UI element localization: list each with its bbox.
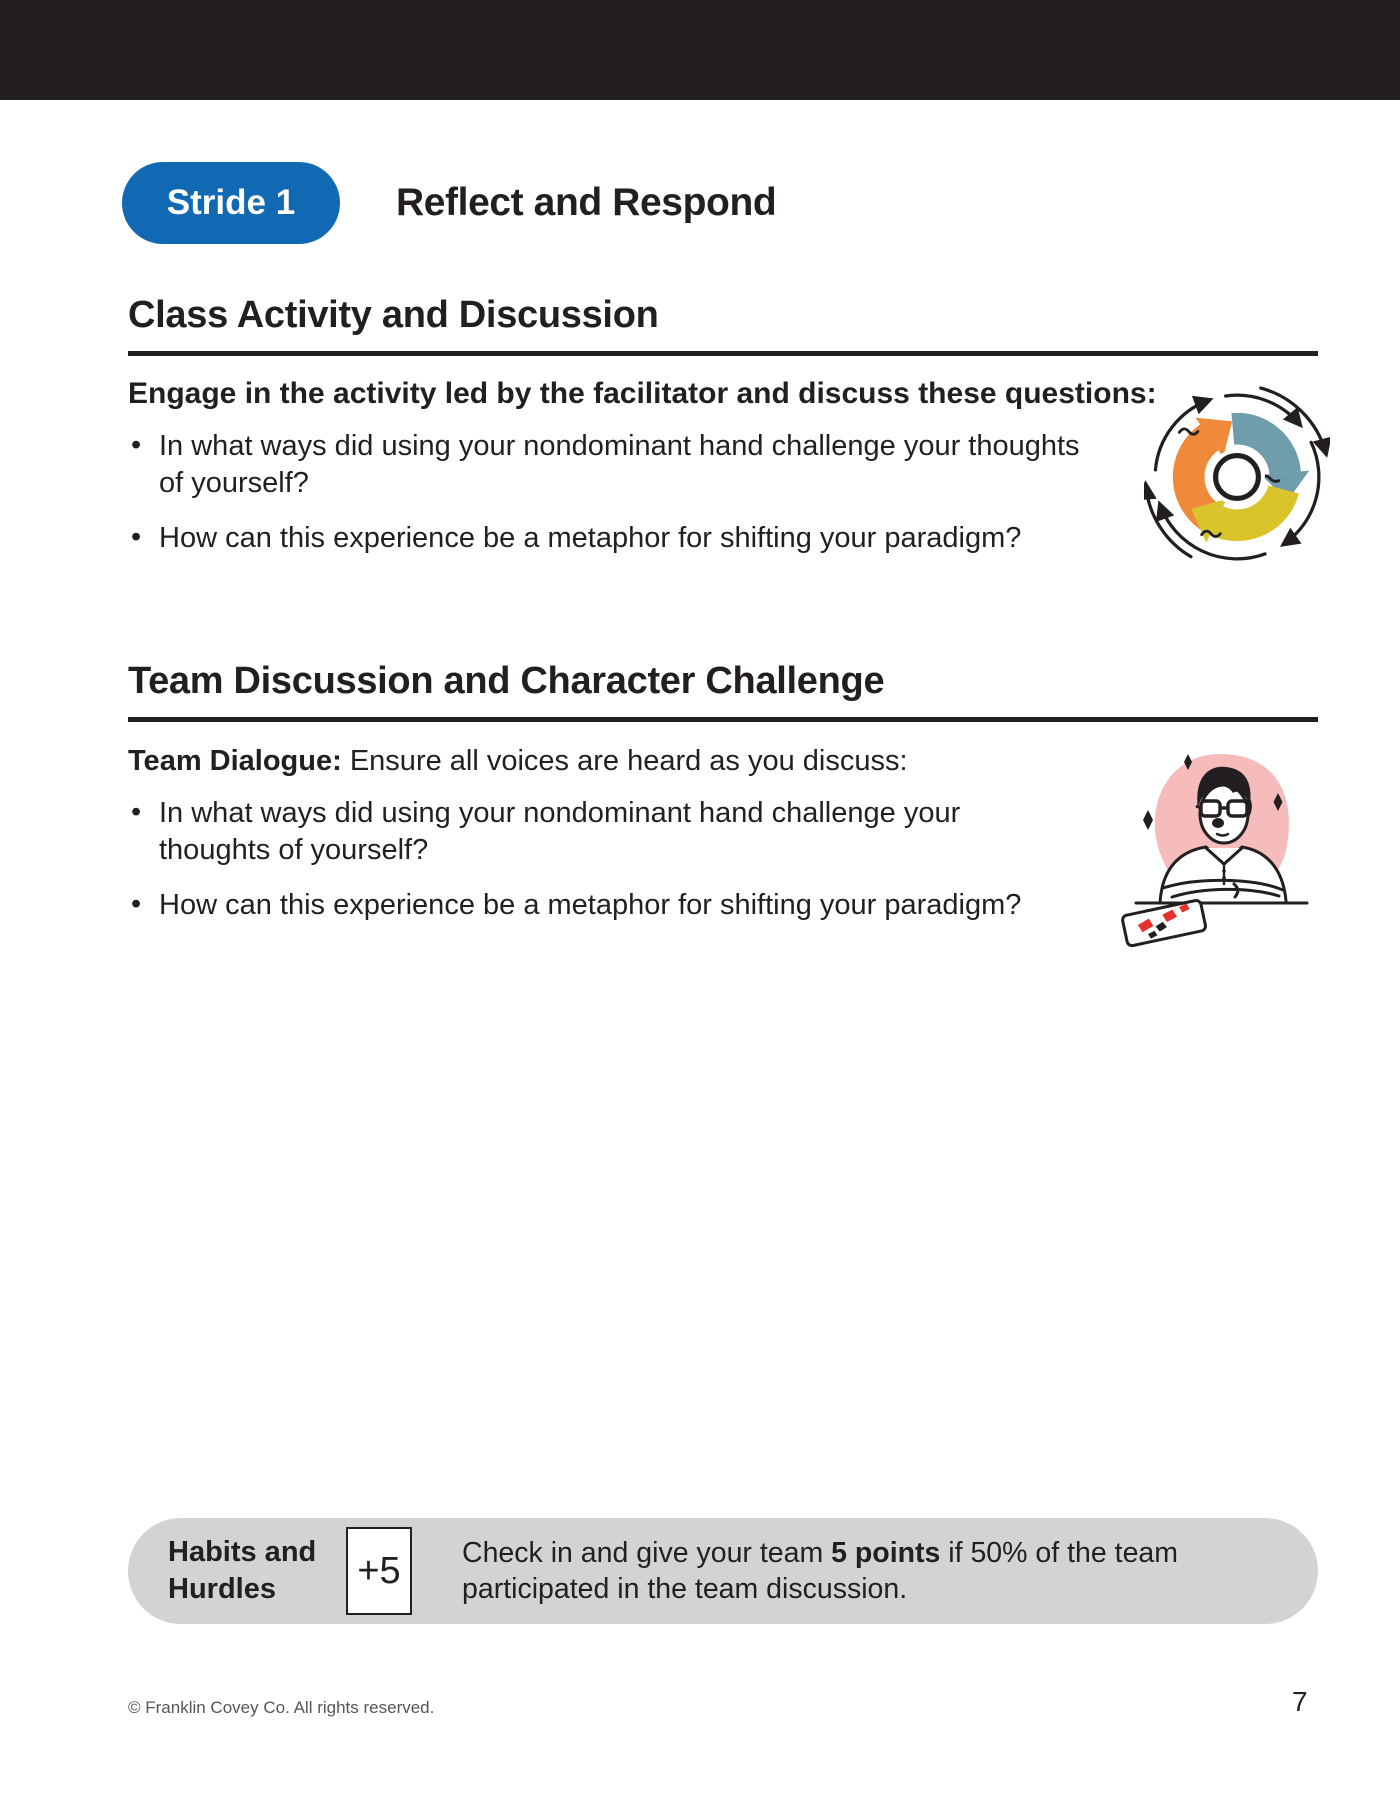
habits-text-after: if 50% of the team participated in the team discussion. bbox=[462, 1537, 1179, 1605]
team-dialogue-label: Team Dialogue: bbox=[128, 745, 342, 777]
cycle-arrows-illustration bbox=[1144, 384, 1330, 570]
section-heading: Team Discussion and Character Challenge bbox=[128, 660, 1318, 722]
nose bbox=[1212, 818, 1224, 828]
points-box bbox=[346, 1527, 412, 1615]
bullet-line: • In what ways did using your nondominant hand challenge your thoughts bbox=[159, 430, 1080, 462]
habits-label-line: Habits and bbox=[168, 1536, 317, 1568]
habits-points-bold: 5 points bbox=[831, 1537, 941, 1569]
bullet-line: of yourself? bbox=[159, 467, 309, 499]
discussion-questions-list bbox=[128, 428, 1318, 557]
habits-and-hurdles-box bbox=[128, 1518, 1318, 1624]
page-title: Reflect and Respond bbox=[396, 181, 777, 224]
habits-label-line: Hurdles bbox=[168, 1573, 276, 1605]
habits-label bbox=[168, 1534, 340, 1608]
person-at-desk-illustration bbox=[1102, 738, 1317, 953]
bullet-item bbox=[128, 428, 1318, 502]
bullet-line: • How can this experience be a metaphor for shifting your paradigm? bbox=[159, 889, 1022, 921]
page-number: 7 bbox=[1292, 1686, 1308, 1717]
card-on-table bbox=[1122, 900, 1207, 947]
copyright: © Franklin Covey Co. All rights reserved. bbox=[128, 1698, 435, 1717]
habits-text bbox=[462, 1535, 1302, 1607]
points-value: +5 bbox=[357, 1549, 401, 1592]
center-circle bbox=[1216, 456, 1259, 499]
habits-text-before: Check in and give your team bbox=[462, 1537, 832, 1569]
team-dialogue-text: Ensure all voices are heard as you discuss: bbox=[341, 745, 908, 777]
top-banner bbox=[0, 0, 1400, 100]
title-row bbox=[122, 162, 776, 244]
section-class-activity bbox=[128, 294, 1318, 575]
bullet-item bbox=[128, 520, 1318, 557]
section-heading: Class Activity and Discussion bbox=[128, 294, 1318, 356]
section-intro: Engage in the activity led by the facilitator and discuss these questions: bbox=[128, 377, 1157, 410]
stride-badge bbox=[122, 162, 340, 244]
bullet-line: thoughts of yourself? bbox=[159, 834, 429, 866]
bullet-line: • In what ways did using your nondominant hand challenge your bbox=[159, 797, 961, 829]
stride-badge-label: Stride 1 bbox=[166, 183, 296, 222]
bullet-line: • How can this experience be a metaphor for shifting your paradigm? bbox=[159, 522, 1022, 554]
